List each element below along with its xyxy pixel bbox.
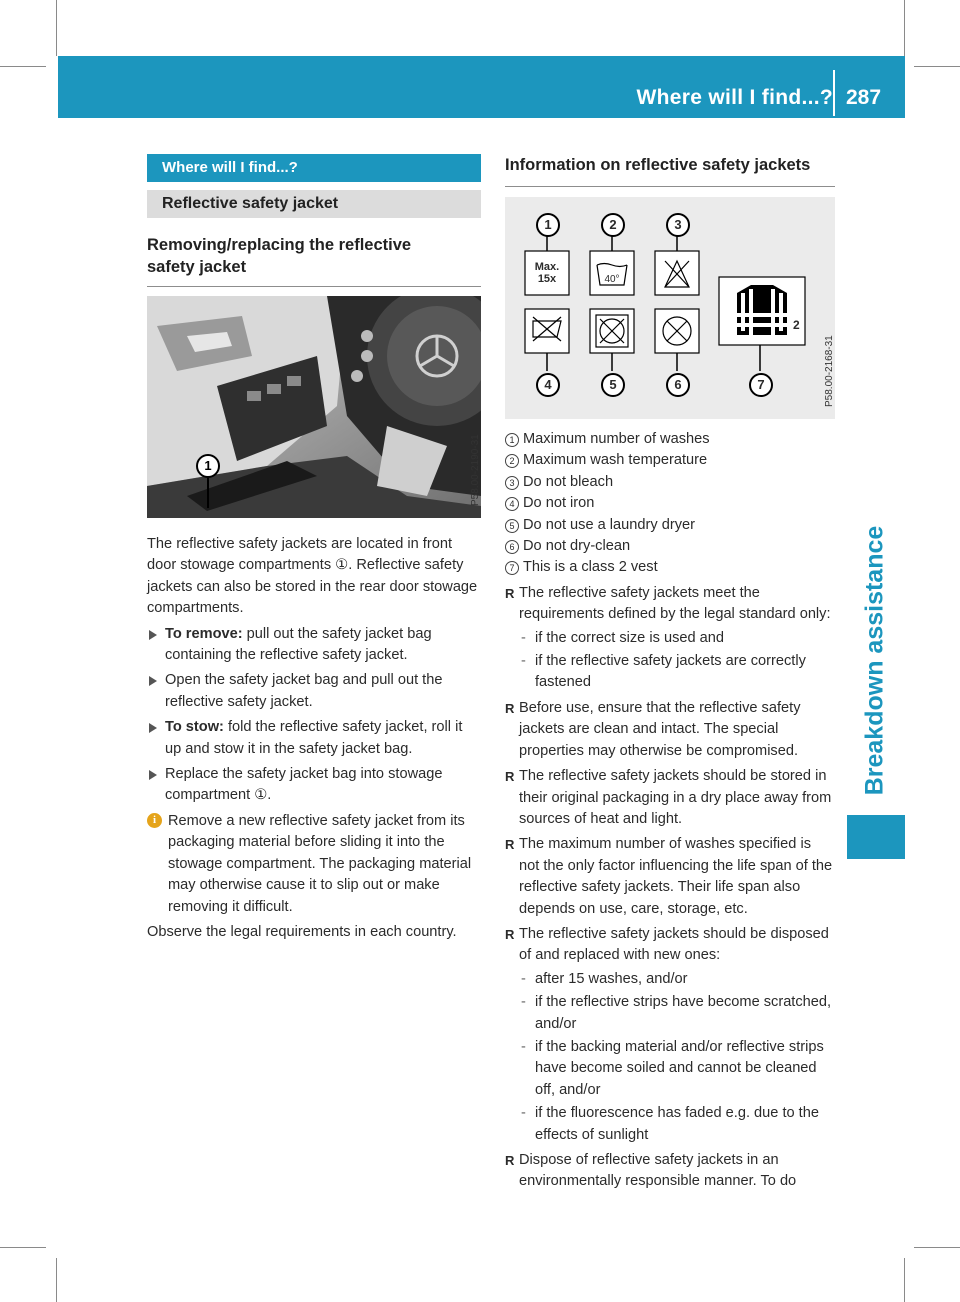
legend-callout: 7 [505,561,519,575]
photo-callout-number: 1 [204,458,212,473]
legend-text: Do not use a laundry dryer [523,516,695,533]
step-label: To stow: [165,719,224,736]
info-text: Remove a new reflective safety jacket from its packaging material before sliding it into the stowage compartment. The packaging material may otherwise cause it to slip out or make removing it difficult. [168,812,472,915]
chapter-tab-marker [847,815,905,859]
dash-item: - if the reflective strips have become scratched, and/or [505,992,835,1035]
chapter-tab-label: Breakdown assistance [860,525,889,795]
left-column [147,0,481,943]
crop-mark [914,1247,960,1248]
photo-code [465,434,481,506]
diagram-callout-number: 4 [544,377,552,392]
photo-code-text: P58.00-2190-31 [470,434,481,506]
photo-callout-line [207,478,209,508]
legend-callout: 4 [505,497,519,511]
legend-item [505,493,835,514]
step-replace-bag [147,764,481,807]
legend-text: Do not iron [523,495,595,512]
step-remove [147,624,481,667]
care-symbols-diagram [505,197,835,419]
dash-item: - if the fluorescence has faded e.g. due to the effects of sunlight [505,1103,835,1146]
legend-item [505,472,835,493]
bullet-item: R The reflective safety jackets should be disposed of and replaced with new ones: [505,924,835,967]
legend-callout: 5 [505,519,519,533]
legend-item [505,557,835,578]
vest-class-label: 2 [793,318,800,332]
crop-mark [914,66,960,67]
legend-callout: 3 [505,476,519,490]
diagram-callout-number: 2 [609,217,617,232]
diagram-callout-6 [666,373,690,397]
crop-mark [904,1258,905,1302]
section-heading: Information on reflective safety jackets [505,156,811,174]
wash-temp-label: 40° [604,274,620,285]
running-header-title: Where will I find...? [636,86,833,109]
diagram-callout-7 [749,373,773,397]
legend-callout: 2 [505,454,519,468]
wash-count-value: 15x [537,273,557,285]
diagram-callout-number: 5 [609,377,617,392]
subsection-bar: Reflective safety jacket [147,190,481,218]
wash-count-max: Max. [534,261,560,273]
legend-item [505,515,835,536]
bullet-item: R The reflective safety jackets meet the requirements defined by the legal standard only: [505,583,835,626]
legend-callout: 6 [505,540,519,554]
legend-text: Do not dry-clean [523,538,631,555]
dash-item: - after 15 washes, and/or [505,969,835,990]
wash-count-label [525,261,569,285]
step-open-bag [147,670,481,713]
diagram-callout-4 [536,373,560,397]
step-stow [147,717,481,760]
step-label: To remove: [165,625,243,642]
diagram-callout-3 [666,213,690,237]
step-text: Replace the safety jacket bag into stowage compartment ①. [165,766,443,804]
crop-mark [0,1247,46,1248]
info-note [147,811,481,918]
door-panel-illustration [147,296,481,518]
step-text: fold the reflective safety jacket, roll it up and stow it in the safety jacket bag. [165,719,463,757]
legend-callout: 1 [505,433,519,447]
diagram-callout-1 [536,213,560,237]
step-text: pull out the safety jacket bag containing the reflective safety jacket. [165,625,432,664]
care-legend [505,429,835,579]
legend-item [505,429,835,450]
diagram-code-text: P58.00-2168-31 [824,335,835,407]
bullet-item: R The reflective safety jackets should be stored in their original packaging in a dry place away from sources of heat and light. [505,766,835,830]
dash-item: - if the reflective safety jackets are correctly fastened [505,651,835,694]
diagram-callout-number: 7 [757,377,765,392]
heading-rule [505,186,835,187]
crop-mark [56,0,57,56]
legend-text: Maximum number of washes [523,431,710,447]
chapter-tab [845,510,905,810]
step-text: Open the safety jacket bag and pull out the reflective safety jacket. [165,672,443,710]
info-icon: i [147,813,162,828]
right-column [505,0,835,1193]
dash-item: - if the backing material and/or reflective strips have become soiled and cannot be cleaned off, and/or [505,1037,835,1101]
dash-item: - if the correct size is used and [505,628,835,649]
diagram-code [819,335,840,407]
bullet-item: R Dispose of reflective safety jackets in an environmentally responsible manner. To do [505,1150,835,1193]
crop-mark [0,66,46,67]
section-heading: Removing/replacing the reflective safety jacket [147,236,412,276]
legend-item [505,536,835,557]
door-photo [147,296,481,518]
bullet-item: R Before use, ensure that the reflective safety jackets are clean and intact. The special properties may otherwise be compromised. [505,698,835,762]
diagram-callout-number: 6 [674,377,682,392]
closing-paragraph: Observe the legal requirements in each country. [147,923,457,940]
legend-text: Do not bleach [523,473,614,490]
bullet-item: R The maximum number of washes specified is not the only factor influencing the life span of the reflective safety jackets. Their life span also depends on use, care, storage, etc. [505,834,835,920]
legend-item [505,450,835,471]
diagram-callout-5 [601,373,625,397]
crop-mark [904,0,905,56]
diagram-callout-2 [601,213,625,237]
diagram-callout-number: 1 [544,217,552,232]
heading-rule [147,286,481,287]
section-bar: Where will I find...? [147,154,481,182]
crop-mark [56,1258,57,1302]
diagram-callout-number: 3 [674,217,682,232]
intro-paragraph: The reflective safety jackets are located in front door stowage compartments ①. Reflective safety jackets can also be stored in the rear door stowage compartments. [147,536,478,617]
legend-text: Maximum wash temperature [523,452,708,469]
page-number: 287 [846,86,882,109]
legend-text: This is a class 2 vest [523,559,658,576]
photo-callout [196,454,220,478]
